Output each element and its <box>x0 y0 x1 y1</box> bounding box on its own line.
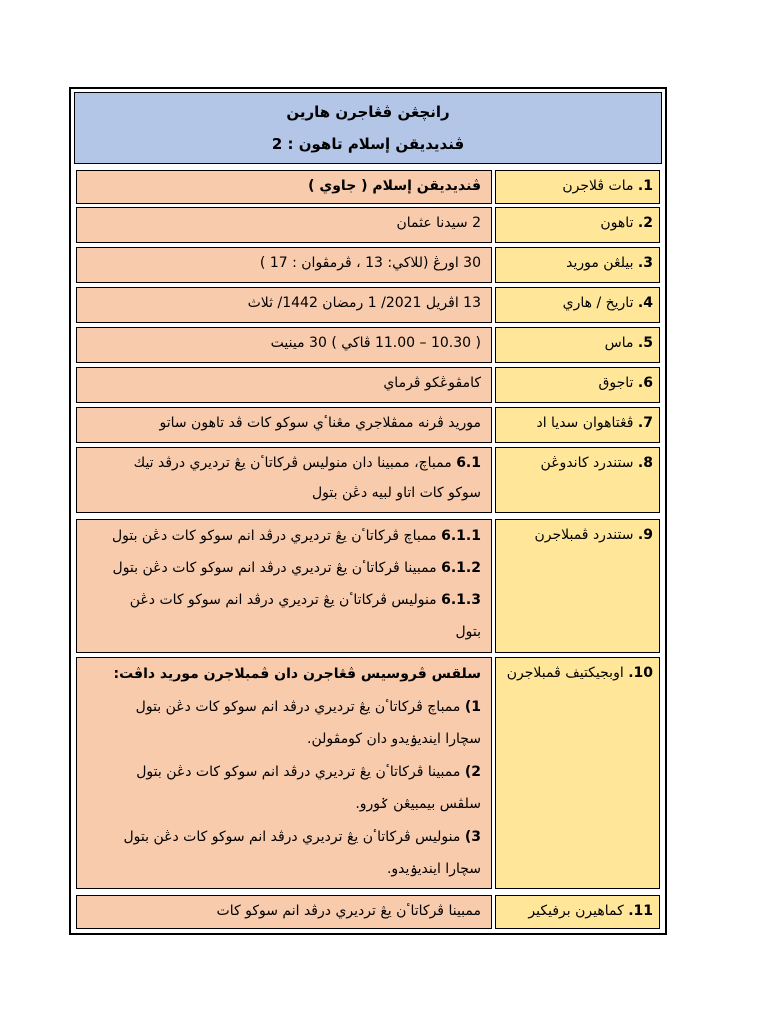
row-1-value-cell <box>76 170 492 204</box>
row-value: 13 اڤريل 2021/ 1 رمضان 1442/ ثلاث <box>247 295 481 311</box>
row-label: مات ڤلاجرن <box>562 178 634 194</box>
row-5-label-cell <box>495 327 660 363</box>
row-5-value-cell <box>76 327 492 363</box>
lesson-plan-table <box>69 87 667 935</box>
row-label: ستندرد ڤمبلاجرن <box>534 527 634 543</box>
list-item: سچارا اينديۏيدو. <box>386 861 481 877</box>
row-2-value-cell <box>76 207 492 243</box>
row-number: 1. <box>637 178 653 194</box>
row-6-value-cell <box>76 367 492 403</box>
row-8-label-cell <box>495 447 660 513</box>
row-8-value-cell <box>76 447 492 513</box>
row-label: تاهون <box>600 215 634 231</box>
row-value: ممبينا ڤركاتاٴن يڠ ترديري درڤد انم سوكو كات <box>216 903 481 919</box>
row-value: 30 اورڠ (للاكي: 13 ، ڤرمڤوان : 17 ) <box>259 255 481 271</box>
row-value: 2 سيدنا عثمان <box>396 215 481 231</box>
list-item: 6.1.3 منوليس ڤركاتاٴن يڠ ترديري درڤد انم سوكو كات دڠن <box>129 592 481 608</box>
row-number: 5. <box>637 335 653 351</box>
table-header <box>74 92 662 164</box>
row-4-label-cell <box>495 287 660 323</box>
row-number: 9. <box>637 527 653 543</box>
row-label: اوبجيكتيف ڤمبلاجرن <box>506 665 624 681</box>
row-number: 2. <box>637 215 653 231</box>
row-4-value-cell <box>76 287 492 323</box>
row-number: 4. <box>637 295 653 311</box>
row-number: 6. <box>637 375 653 391</box>
page-title: رانچڠن ڤڠاجرن هارين <box>286 103 450 121</box>
row-label: تاجوق <box>598 375 634 391</box>
row-10-value-cell <box>76 657 492 889</box>
row-value: كامڤوڠكو ڤرماي <box>383 375 481 391</box>
page-subtitle: ڤنديديقن إسلام تاهون : 2 <box>271 135 465 153</box>
row-11-label-cell <box>495 895 660 929</box>
row-3-value-cell <box>76 247 492 283</box>
row-9-label-cell <box>495 519 660 653</box>
row-2-label-cell <box>495 207 660 243</box>
row-10-label-cell <box>495 657 660 889</box>
row-label: ماس <box>604 335 634 351</box>
objective-title: سلقس ڤروسيس ڤڠاجرن دان ڤمبلاجرن موريد داڤت: <box>113 666 481 682</box>
list-item: 3) منوليس ڤركاتاٴن يڠ ترديري درڤد انم سوكو كات دڠن بتول <box>123 828 481 845</box>
row-number: 7. <box>637 415 653 431</box>
row-1-label-cell <box>495 170 660 204</box>
row-number: 11. <box>628 903 653 919</box>
row-6-label-cell <box>495 367 660 403</box>
row-11-value-cell <box>76 895 492 929</box>
list-item: 2) ممبينا ڤركاتاٴن يڠ ترديري درڤد انم سوكو كات دڠن بتول <box>136 763 481 780</box>
row-number: 8. <box>637 455 653 471</box>
row-7-value-cell <box>76 407 492 443</box>
list-item: سچارا اينديۏيدو دان كومڤولن. <box>307 731 481 747</box>
row-value: ( 10.30 – 11.00 ڤاكي ) 30 مينيت <box>270 335 481 351</box>
list-item: بتول <box>455 624 481 640</box>
list-item: 1) ممباچ ڤركاتاٴن يڠ ترديري درڤد انم سوكو كات دڠن بتول <box>135 698 481 715</box>
row-7-label-cell <box>495 407 660 443</box>
row-number: 3. <box>637 255 653 271</box>
row-9-value-cell <box>76 519 492 653</box>
row-label: بيلڠن موريد <box>566 255 634 271</box>
row-number: 10. <box>628 665 653 681</box>
list-item: 6.1.1 ممباچ ڤركاتاٴن يڠ ترديري درڤد انم سوكو كات دڠن بتول <box>111 528 481 544</box>
list-item: سلڤس بيمبيڠن ݢورو. <box>355 796 481 812</box>
list-item: 6.1 ممباچ، ممبينا دان منوليس ڤركاتاٴن يڠ ترديري درڤد تيك <box>133 455 481 471</box>
row-3-label-cell <box>495 247 660 283</box>
row-label: ستندرد كاندوڠن <box>540 455 634 471</box>
row-label: ڤڠتاهوان سديا اد <box>536 415 634 431</box>
row-label: تاريخ / هاري <box>562 295 634 311</box>
list-item: سوكو كات اتاو لبيه دڠن بتول <box>311 485 481 501</box>
list-item: 6.1.2 ممبينا ڤركاتاٴن يڠ ترديري درڤد انم سوكو كات دڠن بتول <box>112 560 481 576</box>
row-value: موريد ڤرنه ممڤلاجري مڠناٴي سوكو كات ڤد تاهون ساتو <box>159 415 481 431</box>
row-label: كماهيرن برفيكير <box>528 903 624 919</box>
row-value: ڤنديديقن إسلام ( جاوي ) <box>308 178 481 194</box>
